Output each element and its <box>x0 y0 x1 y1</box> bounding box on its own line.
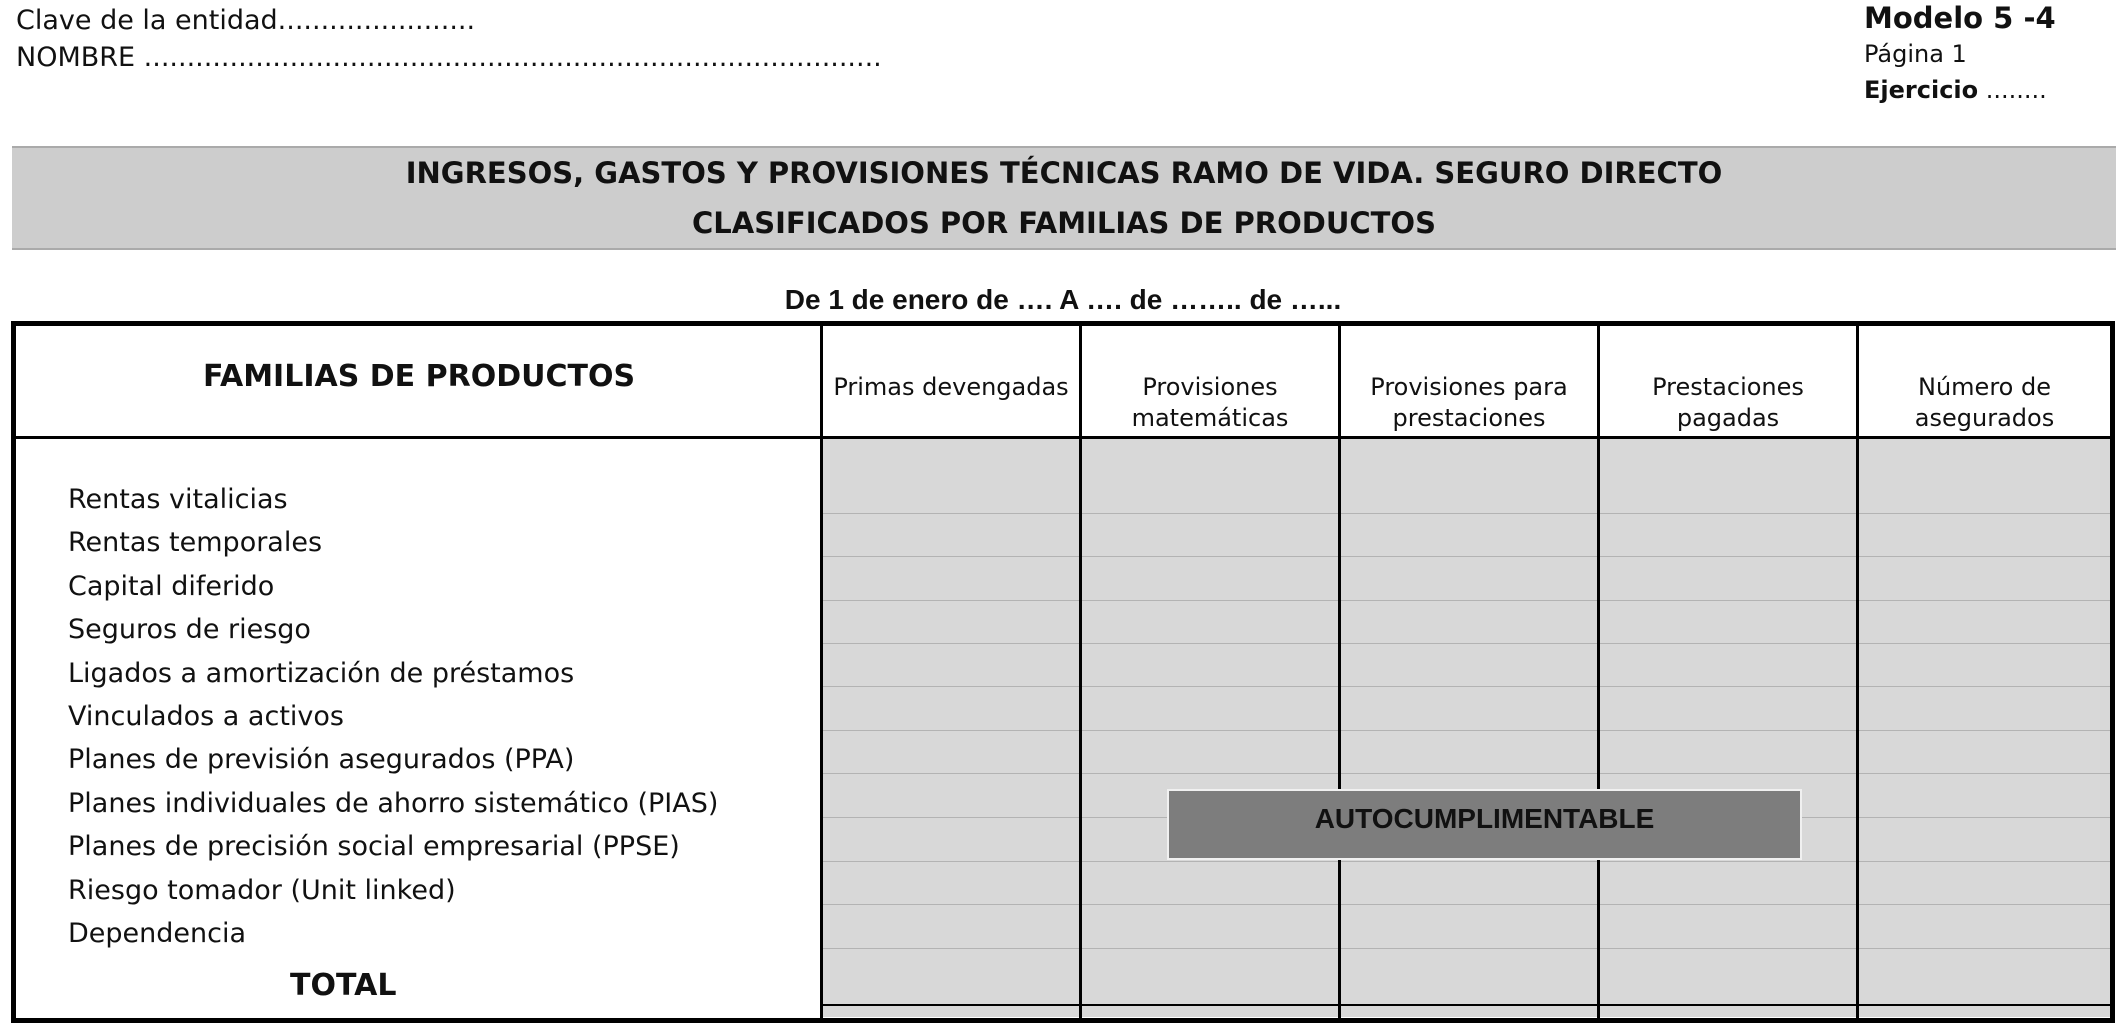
page-number: Página 1 <box>1864 40 1967 68</box>
column-header-primas: Primas devengadas <box>833 373 1069 401</box>
product-family-list <box>68 478 718 955</box>
model-info <box>1864 0 2056 108</box>
list-item: Vinculados a activos <box>68 701 344 733</box>
list-item: Planes de previsión asegurados (PPA) <box>68 744 575 776</box>
list-item: Riesgo tomador (Unit linked) <box>68 874 456 906</box>
column-header-prestaciones-pagadas: Prestaciones pagadas <box>1652 373 1804 432</box>
entity-name-label: NOMBRE ...................................................................................... <box>16 42 882 73</box>
entity-info <box>16 2 882 76</box>
fiscal-year <box>1864 72 2056 108</box>
list-item: Rentas vitalicias <box>68 484 288 515</box>
report-title-banner <box>12 146 2116 250</box>
list-item: Seguros de riesgo <box>68 614 311 646</box>
report-period: De 1 de enero de …. A …. de …….. de …... <box>784 284 1342 315</box>
column-header-numero-asegurados: Número de asegurados <box>1914 373 2055 432</box>
list-item: Dependencia <box>68 918 247 950</box>
total-row-divider <box>822 1004 2110 1006</box>
model-number: Modelo 5 -4 <box>1864 1 2056 35</box>
fiscal-year-label: Ejercicio <box>1864 76 1979 104</box>
autocomplete-overlay: AUTOCUMPLIMENTABLE <box>1167 789 1802 860</box>
list-item: Rentas temporales <box>68 527 323 559</box>
report-title-line1: INGRESOS, GASTOS Y PROVISIONES TÉCNICAS RAMO DE VIDA. SEGURO DIRECTO <box>405 156 1723 190</box>
list-item: Ligados a amortización de préstamos <box>68 657 575 689</box>
list-item: Planes individuales de ahorro sistemático (PIAS) <box>68 787 719 819</box>
total-label: TOTAL <box>290 968 397 1003</box>
list-item: Capital diferido <box>68 570 275 602</box>
fiscal-year-value: ........ <box>1985 76 2047 104</box>
families-header: FAMILIAS DE PRODUCTOS <box>202 358 636 394</box>
column-header-prov-prestaciones: Provisiones para prestaciones <box>1370 373 1568 432</box>
list-item: Planes de precisión social empresarial (PPSE) <box>68 831 680 863</box>
entity-key-label: Clave de la entidad....................... <box>16 5 476 36</box>
report-title-line2: CLASIFICADOS POR FAMILIAS DE PRODUCTOS <box>692 206 1436 240</box>
column-header-prov-matematicas: Provisiones matemáticas <box>1131 373 1289 432</box>
